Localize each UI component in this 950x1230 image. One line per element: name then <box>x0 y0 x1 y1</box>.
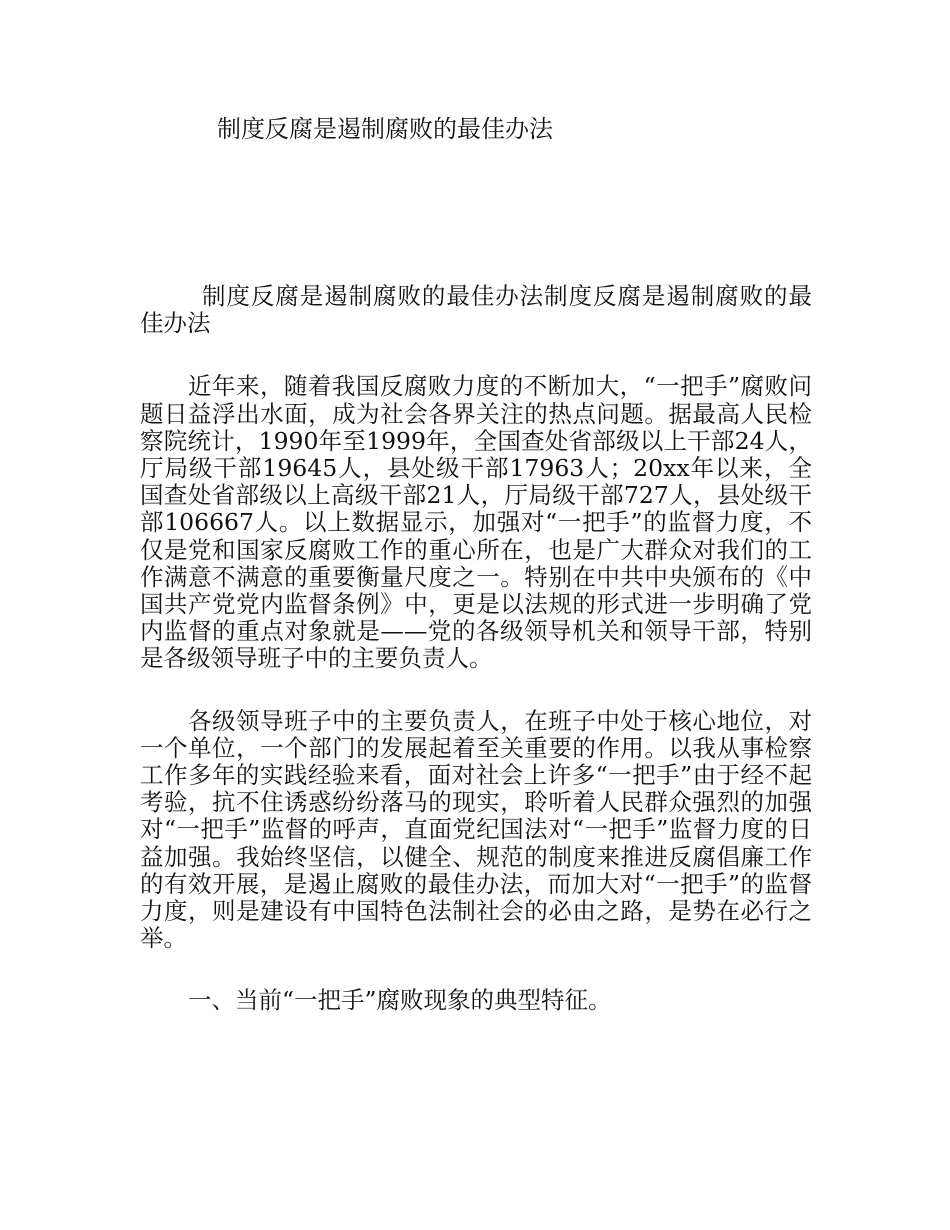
context-paragraph: 各级领导班子中的主要负责人，在班子中处于核心地位，对一个单位，一个部门的发展起着至关重要的作用。以我从事检察工作多年的实践经验来看，面对社会上许多“一把手”由于经不起考验，抗不住诱惑纷纷落马的现实，聆听着人民群众强烈的加强对“一把手”监督的呼声，直面党纪国法对“一把手”监督力度的日益加强。我始终坚信，以健全、规范的制度来推进反腐倡廉工作的有效开展，是遏止腐败的最佳办法，而加大对“一把手”的监督力度，则是建设有中国特色法制社会的必由之路，是势在必行之举。 <box>140 706 812 953</box>
subtitle-paragraph: 制度反腐是遏制腐败的最佳办法制度反腐是遏制腐败的最佳办法 <box>140 282 812 338</box>
section-heading: 一、当前“一把手”腐败现象的典型特征。 <box>188 986 612 1015</box>
intro-paragraph: 近年来，随着我国反腐败力度的不断加大，“一把手”腐败问题日益浮出水面，成为社会各界关注的热点问题。据最高人民检察院统计，1990年至1999年，全国查处省部级以上干部24人，厅局级干部19645人，县处级干部17963人；20xx年以来，全国查处省部级以上高级干部21人，厅局级干部727人，县处级干部106667人。以上数据显示，加强对“一把手”的监督力度，不仅是党和国家反腐败工作的重心所在，也是广大群众对我们的工作满意不满意的重要衡量尺度之一。特别在中共中央颁布的《中国共产党党内监督条例》中，更是以法规的形式进一步明确了党内监督的重点对象就是——党的各级领导机关和领导干部，特别是各级领导班子中的主要负责人。 <box>140 372 812 673</box>
document-title: 制度反腐是遏制腐败的最佳办法 <box>217 115 553 143</box>
document-body <box>140 283 812 1015</box>
